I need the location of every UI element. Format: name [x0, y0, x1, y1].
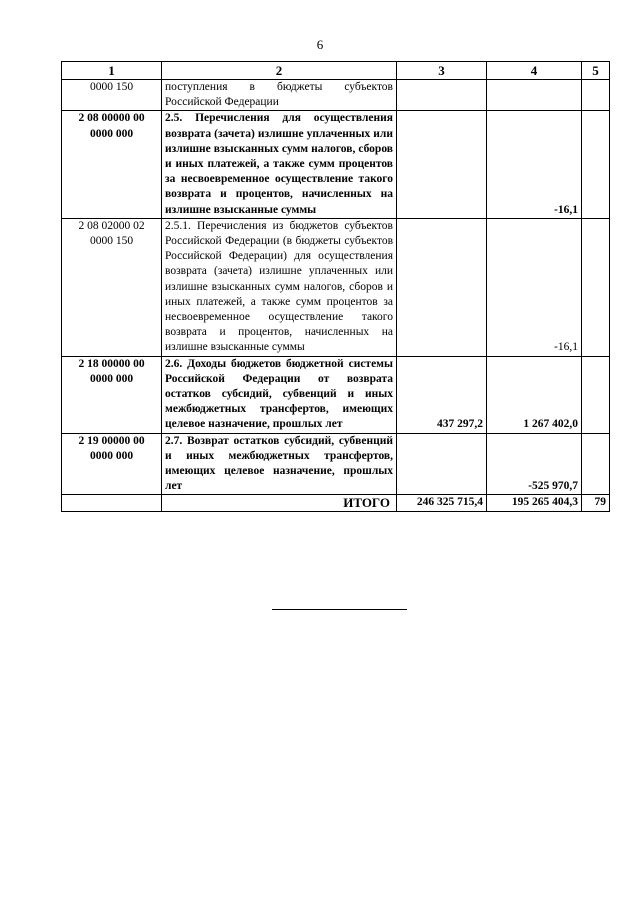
row-code: 0000 000	[89, 372, 134, 385]
row-name: 2.5.1. Перечисления из бюджетов субъектов Российской Федерации (в бюджеты субъектов Российской Федерации) для осуществления возврата (зачета) излишне уплаченных или излишне взысканных сумм налогов, сборов и иных платежей, а также сумм процентов за несвоевременное осуществление такого возврата и процентов, начисленных на излишне взысканные суммы	[162, 218, 397, 356]
header-col-4: 4	[487, 62, 582, 80]
table-row	[62, 218, 610, 356]
table-row	[62, 356, 610, 433]
row-code-cell	[62, 356, 162, 433]
row-col-3	[397, 80, 487, 111]
row-code-cell	[62, 111, 162, 218]
row-col-5	[582, 218, 610, 356]
row-name: поступления в бюджеты субъектов Российской Федерации	[162, 80, 397, 111]
row-col-5	[582, 433, 610, 495]
total-col-4: 195 265 404,3	[487, 495, 582, 511]
row-name: 2.6. Доходы бюджетов бюджетной системы Российской Федерации от возврата остатков субсидий, субвенций и иных межбюджетных трансфертов, имеющих целевое назначение, прошлых лет	[162, 356, 397, 433]
row-name: 2.5. Перечисления для осуществления возврата (зачета) излишне уплаченных или излишне взысканных сумм налогов, сборов и иных платежей, а также сумм процентов за несвоевременное осуществление такого возврата и процентов, начисленных на излишне взысканные суммы	[162, 111, 397, 218]
row-col-3	[397, 111, 487, 218]
row-col-3	[397, 218, 487, 356]
row-name: 2.7. Возврат остатков субсидий, субвенций и иных межбюджетных трансфертов, имеющих целевое назначение, прошлых лет	[162, 433, 397, 495]
row-code-cell	[62, 80, 162, 111]
header-col-1: 1	[62, 62, 162, 80]
row-col-4: -16,1	[487, 218, 582, 356]
row-col-5	[582, 80, 610, 111]
total-col-5: 79	[582, 495, 610, 511]
row-code-cell	[62, 218, 162, 356]
row-code: 2 18 00000 00	[78, 357, 145, 370]
row-code: 0000 000	[89, 449, 134, 462]
total-row	[62, 495, 610, 511]
header-col-2: 2	[162, 62, 397, 80]
row-code: 0000 000	[89, 127, 134, 140]
row-col-4: 1 267 402,0	[487, 356, 582, 433]
total-label: ИТОГО	[162, 495, 397, 511]
row-col-4	[487, 80, 582, 111]
row-col-3	[397, 433, 487, 495]
row-code: 0000 150	[89, 81, 134, 93]
header-col-3: 3	[397, 62, 487, 80]
row-col-3: 437 297,2	[397, 356, 487, 433]
row-col-4: -16,1	[487, 111, 582, 218]
row-code: 0000 150	[89, 235, 134, 248]
revenue-table	[61, 61, 610, 512]
table-row	[62, 111, 610, 218]
page-number: 6	[316, 37, 324, 52]
separator-line	[272, 609, 407, 610]
row-col-4: -525 970,7	[487, 433, 582, 495]
total-empty-cell	[62, 495, 162, 511]
table-row	[62, 433, 610, 495]
table-row	[62, 80, 610, 111]
row-code: 2 19 00000 00	[78, 434, 145, 447]
row-code-cell	[62, 433, 162, 495]
table-header-row	[62, 62, 610, 80]
row-col-5	[582, 111, 610, 218]
row-code: 2 08 02000 02	[78, 219, 145, 232]
total-col-3: 246 325 715,4	[397, 495, 487, 511]
header-col-5: 5	[582, 62, 610, 80]
row-code: 2 08 00000 00	[78, 112, 145, 125]
row-col-5	[582, 356, 610, 433]
